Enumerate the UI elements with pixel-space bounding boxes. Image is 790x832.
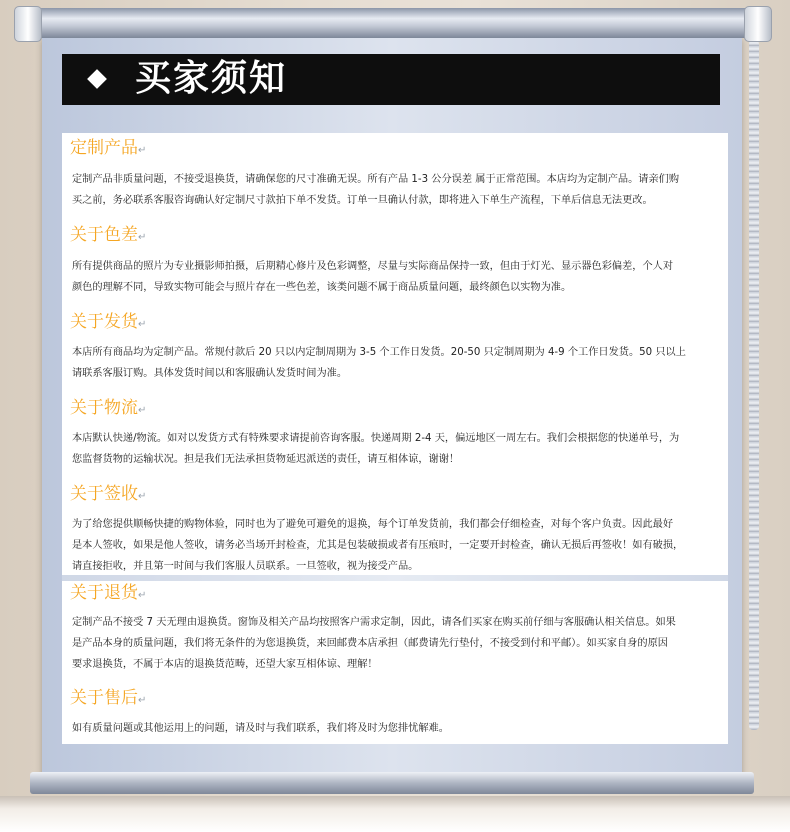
- roller-end-cap-left: [14, 6, 42, 42]
- paragraph-mark-icon: ↵: [138, 491, 147, 502]
- body-line: 是本人签收，如果是他人签收，请务必当场开封检查，尤其是包装破损或者有压痕时，一定要开封检查，确认无损后再签收！如有破损，: [72, 540, 684, 551]
- body-line: 所有提供商品的照片为专业摄影师拍摄，后期精心修片及色彩调整，尽量与实际商品保持一致，但由于灯光、显示器色彩偏差，个人对: [72, 261, 674, 272]
- body-line: 买之前，务必联系客服咨询确认好定制尺寸款拍下单不发货。订单一旦确认付款，即将进入下单生产流程，下单后信息无法更改。: [72, 195, 653, 206]
- body-line: 本店所有商品均为定制产品。常规付款后 20 只以内定制周期为 3-5 个工作日发货。20-50 只定制周期为 4-9 个工作日发货。50 只以上: [72, 347, 686, 358]
- section-heading-returns: 关于退货↵: [70, 583, 147, 603]
- paragraph-mark-icon: ↵: [138, 145, 147, 156]
- body-line: 请直接拒收，并且第一时间与我们客服人员联系。一旦签收，视为接受产品。: [72, 561, 419, 572]
- body-line: 请联系客服订购。具体发货时间以和客服确认发货时间为准。: [72, 368, 348, 379]
- body-line: 要求退换货，不属于本店的退换货范畴，还望大家互相体谅、理解！: [72, 659, 378, 670]
- roller-tube: [22, 8, 768, 38]
- paragraph-mark-icon: ↵: [138, 405, 147, 416]
- body-line: 颜色的理解不同，导致实物可能会与照片存在一些色差，该类问题不属于商品质量问题，最终颜色以实物为准。: [72, 282, 572, 293]
- window-sill: [0, 796, 790, 832]
- section-heading-shipping: 关于发货↵: [70, 312, 147, 332]
- page-title: 买家须知: [135, 58, 288, 99]
- paragraph-mark-icon: ↵: [138, 232, 147, 243]
- paragraph-mark-icon: ↵: [138, 590, 147, 601]
- body-line: 定制产品不接受 7 天无理由退换货。窗饰及相关产品均按照客户需求定制，因此，请各们买家在购买前仔细与客服确认相关信息。如果: [72, 617, 676, 628]
- section-heading-color-difference: 关于色差↵: [70, 225, 147, 245]
- body-line: 本店默认快递/物流。如对以发货方式有特殊要求请提前咨询客服。快递周期 2-4 天，偏远地区一周左右。我们会根据您的快递单号，为: [72, 433, 680, 444]
- roller-end-cap-right: [744, 6, 772, 42]
- pull-cord: [749, 40, 759, 730]
- body-line: 是产品本身的质量问题，我们将无条件的为您退换货，来回邮费本店承担（邮费请先行垫付，不接受到付和平邮）。如买家自身的原因: [72, 638, 668, 649]
- body-line: 如有质量问题或其他运用上的问题，请及时与我们联系，我们将及时为您排忧解难。: [72, 723, 449, 734]
- paragraph-mark-icon: ↵: [138, 319, 147, 330]
- section-heading-logistics: 关于物流↵: [70, 398, 147, 418]
- body-line: 定制产品非质量问题，不接受退换货，请确保您的尺寸准确无误。所有产品 1-3 公分误差 属于正常范围。本店均为定制产品。请亲们购: [72, 174, 680, 185]
- body-line: 您监督货物的运输状况。担是我们无法承担货物延迟派送的责任，请互相体谅，谢谢！: [72, 454, 460, 465]
- paragraph-mark-icon: ↵: [138, 695, 147, 706]
- section-heading-sign-for: 关于签收↵: [70, 484, 147, 504]
- blind-bottom-bar: [30, 772, 754, 794]
- section-heading-custom-products: 定制产品↵: [70, 138, 147, 158]
- body-line: 为了给您提供顺畅快捷的购物体验，同时也为了避免可避免的退换，每个订单发货前，我们都会仔细检查，对每个客户负责。因此最好: [72, 519, 674, 530]
- section-heading-after-sales: 关于售后↵: [70, 688, 147, 708]
